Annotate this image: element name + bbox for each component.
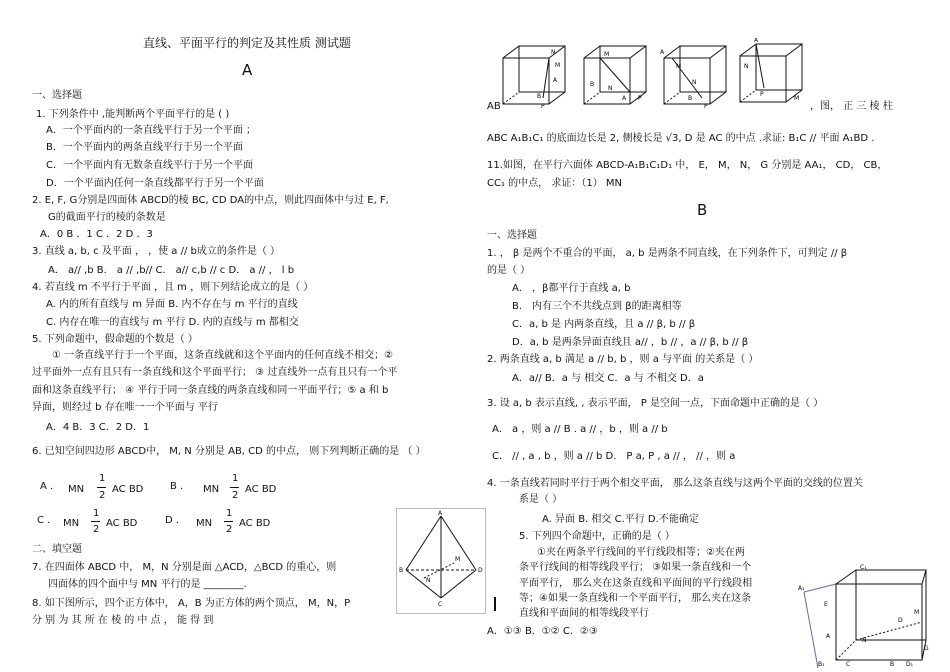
q4-options-cd: C. 内存在唯一的直线与 m 平行 D. 内的直线与 m 都相交 [46,317,299,328]
q6-option-b-acbd: AC BD [245,484,277,495]
fraction-bar [91,521,100,522]
cube4-label-p: P [760,91,764,98]
q1-option-d: D．一个平面内任何一条直线都平行于另一个平面 [46,178,264,189]
prism-label-m: M [914,609,920,616]
cube1-label-n: N [551,49,556,56]
prism-label-e: E [824,601,828,608]
q1-option-c: C．一个平面内有无数条直线平行于另一个平面 [46,160,253,171]
q6-option-b-label: B ． [170,481,191,492]
q6-option-a-den: 2 [99,490,106,501]
q8-line1: 8. 如下图所示，四个正方体中， A，B 为正方体的两个顶点， M，N，P [32,598,351,609]
prism-label-d: D [898,617,903,624]
page-title: 直线、平面平行的判定及其性质 测试题 [143,36,351,50]
q6-option-a-num: 1 [99,473,106,484]
cube4-label-a: A [754,38,759,44]
q7-line2: 四面体的四个面中与 MN 平行的是 ________. [48,579,247,590]
q6-option-c-den: 2 [93,524,100,535]
b-q1-option-d: D．a, b 是两条异面直线且 a// ，b // ，a // β, b // β [512,337,749,348]
q6-option-b-num: 1 [232,473,239,484]
q6-option-d-acbd: AC BD [239,518,271,529]
cube-figure-3 [658,42,734,110]
cube-figure-4 [734,38,810,110]
q6-stem: 6. 已知空间四边形 ABCD中， M, N 分别是 AB, CD 的中点， 则下列判断正确的是 （ ） [32,446,426,457]
b-q5-line2: 条平行线间的相等线段平行； ③如果一条直线和一个 [519,562,752,573]
q1-option-b: B．一个平面内的两条直线平行于另一个平面 [46,142,243,153]
q6-option-d-den: 2 [226,524,233,535]
prism-label-d1: D₁ [906,661,914,668]
q5-line2: 过平面外一点有且只有一条直线和这个平面平行； ③ 过直线外一点有且只有一个平 [32,367,398,378]
prism-label-c1: C₁ [860,564,867,571]
q8-ab-tail: AB [487,101,501,112]
cube3-label-b: B [688,95,693,102]
tetra-label-d: D [478,567,483,574]
q4-stem: 4. 若直线 m 不平行于平面 ，且 m ，则下列结论成立的是（ ） [32,282,314,293]
b-q3-options-ab: A． a ，则 a // B . a // ，b ，则 a // b [492,424,668,435]
prism-label-a: A [826,633,831,640]
cube4-label-n: N [744,63,749,70]
q5-options: A．4 B．3 C．2 D．1 [46,422,150,433]
q3-options: A． a// ,b B． a // ,b// C． a// c,b // c D． a // ， l b [48,265,295,276]
cube2-label-m: M [604,51,610,58]
q2-stem: 2. E, F, G分别是四面体 ABCD的棱 BC, CD DA的中点，则此四面体中与过 E, F, [32,195,389,206]
part2-heading: 二、填空题 [32,544,82,555]
q6-option-c-label: C ． [37,515,58,526]
cube3-label-p: P [704,103,708,110]
b-q4-options: A. 异面 B. 相交 C.平行 D.不能确定 [542,514,699,525]
b-q1-stem: 1. ， β 是两个不重合的平面， a, b 是两条不同直线，在下列条件下，可判定 // β [487,248,848,259]
cube1-label-b: B [537,93,542,100]
q11-stem-cont: CC₁ 的中点， 求证：（1） MN [487,178,622,189]
cube4-label-m: M [794,95,800,102]
q6-option-b-den: 2 [232,490,239,501]
q6-option-b-mn: MN [203,484,220,495]
b-q1-option-c: C．a, b 是 内两条直线，且 a // β, b // β [512,319,696,330]
b-q5-options: A．①③ B．①② C．②③ [487,626,598,637]
tetra-label-b: B [399,567,404,574]
cube3-label-m: M [676,63,682,70]
b-q2-options: A．a// B．a 与 相交 C．a 与 不相交 D．a [512,373,704,384]
q6-option-c-num: 1 [93,508,100,519]
q6-option-d-label: D ． [165,515,186,526]
b-q2-stem: 2. 两条直线 a, b 满足 a // b, b ，则 a 与平面 的关系是（ ） [487,354,759,365]
cube3-label-n: N [692,79,697,86]
fraction-bar [230,487,239,488]
q6-option-a-mn: MN [68,484,85,495]
b-part1-heading: 一、选择题 [487,230,537,241]
prism-label-b1: B₁ [818,661,825,668]
prism-label-a1: A₁ [798,585,805,592]
q6-option-a-label: A ． [40,481,61,492]
b-q4-stem: 4. 一条直线若同时平行于两个相交平面， 那么这条直线与这两个平面的交线的位置关 [487,478,863,489]
q10-stem: ABC A₁B₁C₁ 的底面边长是 2, 侧棱长是 √3, D 是 AC 的中点 .求证: B₁C // 平面 A₁BD . [487,133,875,144]
prism-label-c: C [846,661,851,668]
cube3-label-a: A [660,49,665,56]
b-q5-line5: 直线和平面间的相等线段平行 [519,608,649,619]
parallelepiped-figure [796,562,934,670]
q6-option-d-mn: MN [196,518,213,529]
q8-line2: 分 别 为 其 所 在 棱 的 中 点 ， 能 得 到 [32,615,214,626]
q10-intro: ，图， 正 三 棱 柱 [810,101,893,112]
prism-label-n: N [862,637,867,644]
cube2-label-p: P [638,95,642,102]
cube2-label-a: A [622,95,627,102]
q5-stem: 5. 下列命题中，假命题的个数是（ ） [32,334,198,345]
b-q5-stem: 5. 下列四个命题中，正确的是（ ） [519,531,675,542]
tetra-label-n: N [426,577,431,584]
b-q3-stem: 3. 设 a, b 表示直线, , 表示平面， P 是空间一点，下面命题中正确的是（ ） [487,398,824,409]
q4-options-ab: A. 内的所有直线与 m 异面 B. 内不存在与 m 平行的直线 [46,299,298,310]
cursor-mark [494,597,496,611]
q5-line3: 面和这条直线平行； ④ 平行于同一条直线的两条直线和同一平面平行；⑤ a 和 b [32,385,389,396]
tetra-label-c: C [438,601,443,608]
cube1-label-a: A [553,77,558,84]
q5-line4: 异面，则经过 b 存在唯一一个平面与 平行 [32,402,218,413]
tetrahedron-figure [396,508,486,614]
q6-option-c-acbd: AC BD [106,518,138,529]
q6-option-a-acbd: AC BD [112,484,144,495]
b-q1-option-a: A． ，β都平行于直线 a, b [512,283,631,294]
q1-option-a: A．一个平面内的一条直线平行于另一个平面 ； [46,125,257,136]
part1-heading: 一、选择题 [32,90,82,101]
b-q1-stem-cont: 的是（ ） [487,265,531,276]
b-q5-line1: ①夹在两条平行线间的平行线段相等；②夹在两 [537,547,745,558]
tetra-label-m: M [455,556,461,563]
cube-figure-1 [497,42,577,110]
prism-label-g: G [924,645,929,652]
section-b-label: B [697,201,708,219]
q6-option-d-num: 1 [226,508,233,519]
b-q1-option-b: B． 内有三个不共线点到 β的距离相等 [512,301,682,312]
cube1-label-p: P [541,103,545,110]
q1-stem: 1. 下列条件中 ,能判断两个平面平行的是 ( ) [36,109,230,120]
cube-figure-2 [578,42,658,110]
b-q4-stem-cont: 系是（ ） [519,494,563,505]
q2-options: A．0 B ．1 C ．2 D ．3 [40,229,153,240]
q3-stem: 3. 直线 a, b, c 及平面 ， ，使 a // b成立的条件是（ ） [32,246,281,257]
cube2-label-b: B [590,81,595,88]
prism-label-b: B [890,661,895,668]
q6-option-c-mn: MN [63,518,80,529]
fraction-bar [224,521,233,522]
cube2-label-n: N [608,85,613,92]
q11-stem: 11.如图，在平行六面体 ABCD-A₁B₁C₁D₁ 中， E， M， N， G 分别是 AA₁， CD， CB， [487,160,888,171]
b-q5-line4: 等；④如果一条直线和一个平面平行， 那么夹在这条 [519,593,752,604]
q7-line1: 7. 在四面体 ABCD 中， M，N 分别是面 △ACD，△BCD 的重心，则 [32,562,337,573]
q2-stem-cont: G的截面平行的棱的条数是 [48,212,166,223]
b-q5-line3: 平面平行， 那么夹在这条直线和平面间的平行线段相 [519,578,753,589]
section-a-label: A [242,61,253,79]
tetra-label-a: A [438,510,443,517]
q5-line1: ① 一条直线平行于一个平面，这条直线就和这个平面内的任何直线不相交；② [52,350,394,361]
cube1-label-m: M [555,62,561,69]
b-q3-options-cd: C． // , a , b ，则 a // b D． P a, P , a // ， // ，则 a [492,451,736,462]
fraction-bar [97,487,106,488]
